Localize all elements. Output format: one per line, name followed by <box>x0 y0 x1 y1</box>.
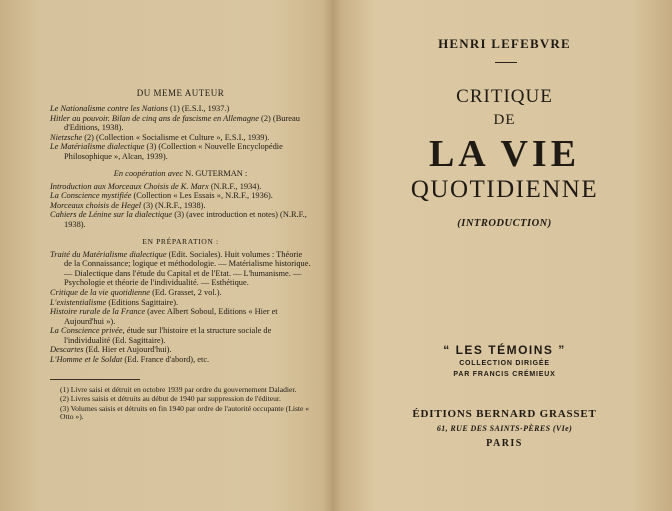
work-entry: La Conscience privée, étude sur l'histoire et la structure sociale de l'individualité (Ed. Sagittaire). <box>50 326 272 345</box>
title-page <box>337 0 672 511</box>
footnotes <box>50 386 311 422</box>
work-entry: Critique de la vie quotidienne (Ed. Grasset, 2 vol.). <box>50 287 222 297</box>
publisher-address: 61, RUE DES SAINTS-PÈRES (VIe) <box>436 424 573 433</box>
work-entry: Introduction aux Morceaux Choisis de K. Marx (N.R.F., 1934). <box>50 181 262 191</box>
series-director: PAR FRANCIS CRÉMIEUX <box>453 371 556 378</box>
subtitle: (INTRODUCTION) <box>457 218 552 229</box>
title-line-4: QUOTIDIENNE <box>410 176 599 203</box>
title-line-1: CRITIQUE <box>456 86 553 107</box>
author-name: HENRI LEFEBVRE <box>438 36 571 51</box>
publisher-name: ÉDITIONS BERNARD GRASSET <box>412 408 597 420</box>
left-page <box>0 0 333 511</box>
work-entry: Histoire rurale de la France (avec Albert Soboul, Editions « Hier et Aujourd'hui »). <box>50 307 278 326</box>
work-entry: Morceaux choisis de Hegel (3) (N.R.F., 1938). <box>50 200 206 210</box>
work-entry: L'existentialisme (Editions Sagittaire). <box>50 297 179 307</box>
work-entry: Le Nationalisme contre les Nations (1) (E.S.I., 1937.) <box>50 104 230 113</box>
publisher-city: PARIS <box>486 438 523 449</box>
collection-label: COLLECTION DIRIGÉE <box>459 360 550 367</box>
work-entry: Traité du Matérialisme dialectique (Edit. Sociales). Huit volumes : Théorie de la Connaissance; logique et méthodologie. — Matérialisme historique. — Dialectique dans l'étude du Capital et de l'Etat. — L'humanisme. — Psychologie et théorie de l'individualité. — Esthétique. <box>50 249 311 288</box>
work-entry: Le Matérialisme dialectique (3) (Collection « Nouvelle Encyclopédie Philosophique », Alcan, 1939). <box>50 142 283 161</box>
footnote-divider <box>50 379 140 380</box>
by-same-author-heading: DU MEME AUTEUR <box>136 88 225 98</box>
works-list <box>50 104 311 162</box>
work-entry: Cahiers de Lénine sur la dialectique (3) (avec introduction et notes) (N.R.F., 1938). <box>50 210 307 229</box>
prep-works-list <box>50 250 311 365</box>
work-entry: Nietzsche (2) (Collection « Socialisme et Culture », E.S.I., 1939). <box>50 132 270 142</box>
footnote: (1) Livre saisi et détruit en octobre 1939 par ordre du gouvernement Daladier. <box>60 384 297 394</box>
coop-works-list <box>50 182 311 230</box>
in-preparation-heading: EN PRÉPARATION : <box>142 236 219 246</box>
work-entry: Hitler au pouvoir. Bilan de cinq ans de fascisme en Allemagne (2) (Bureau d'Editions, 1938). <box>50 113 300 133</box>
cooperation-heading: En coopération avec N. GUTERMAN : <box>113 168 248 178</box>
work-entry: La Conscience mystifiée (Collection « Les Essais », N.R.F., 1936). <box>50 191 273 201</box>
title-line-2: DE <box>493 112 516 128</box>
work-entry: L'Homme et le Soldat (Ed. France d'abord), etc. <box>50 355 210 365</box>
work-entry: Descartes (Ed. Hier et Aujourd'hui). <box>50 345 172 355</box>
footnote: (2) Livres saisis et détruits au début de 1940 par suppression de l'éditeur. <box>60 394 281 404</box>
series-name: “ LES TÉMOINS ” <box>443 343 566 357</box>
title-line-3: LA VIE <box>428 133 581 175</box>
title-dash <box>495 62 517 63</box>
footnote: (3) Volumes saisis et détruits en fin 1940 par ordre de l'autorité occupante (Liste « Otto »). <box>60 403 310 422</box>
